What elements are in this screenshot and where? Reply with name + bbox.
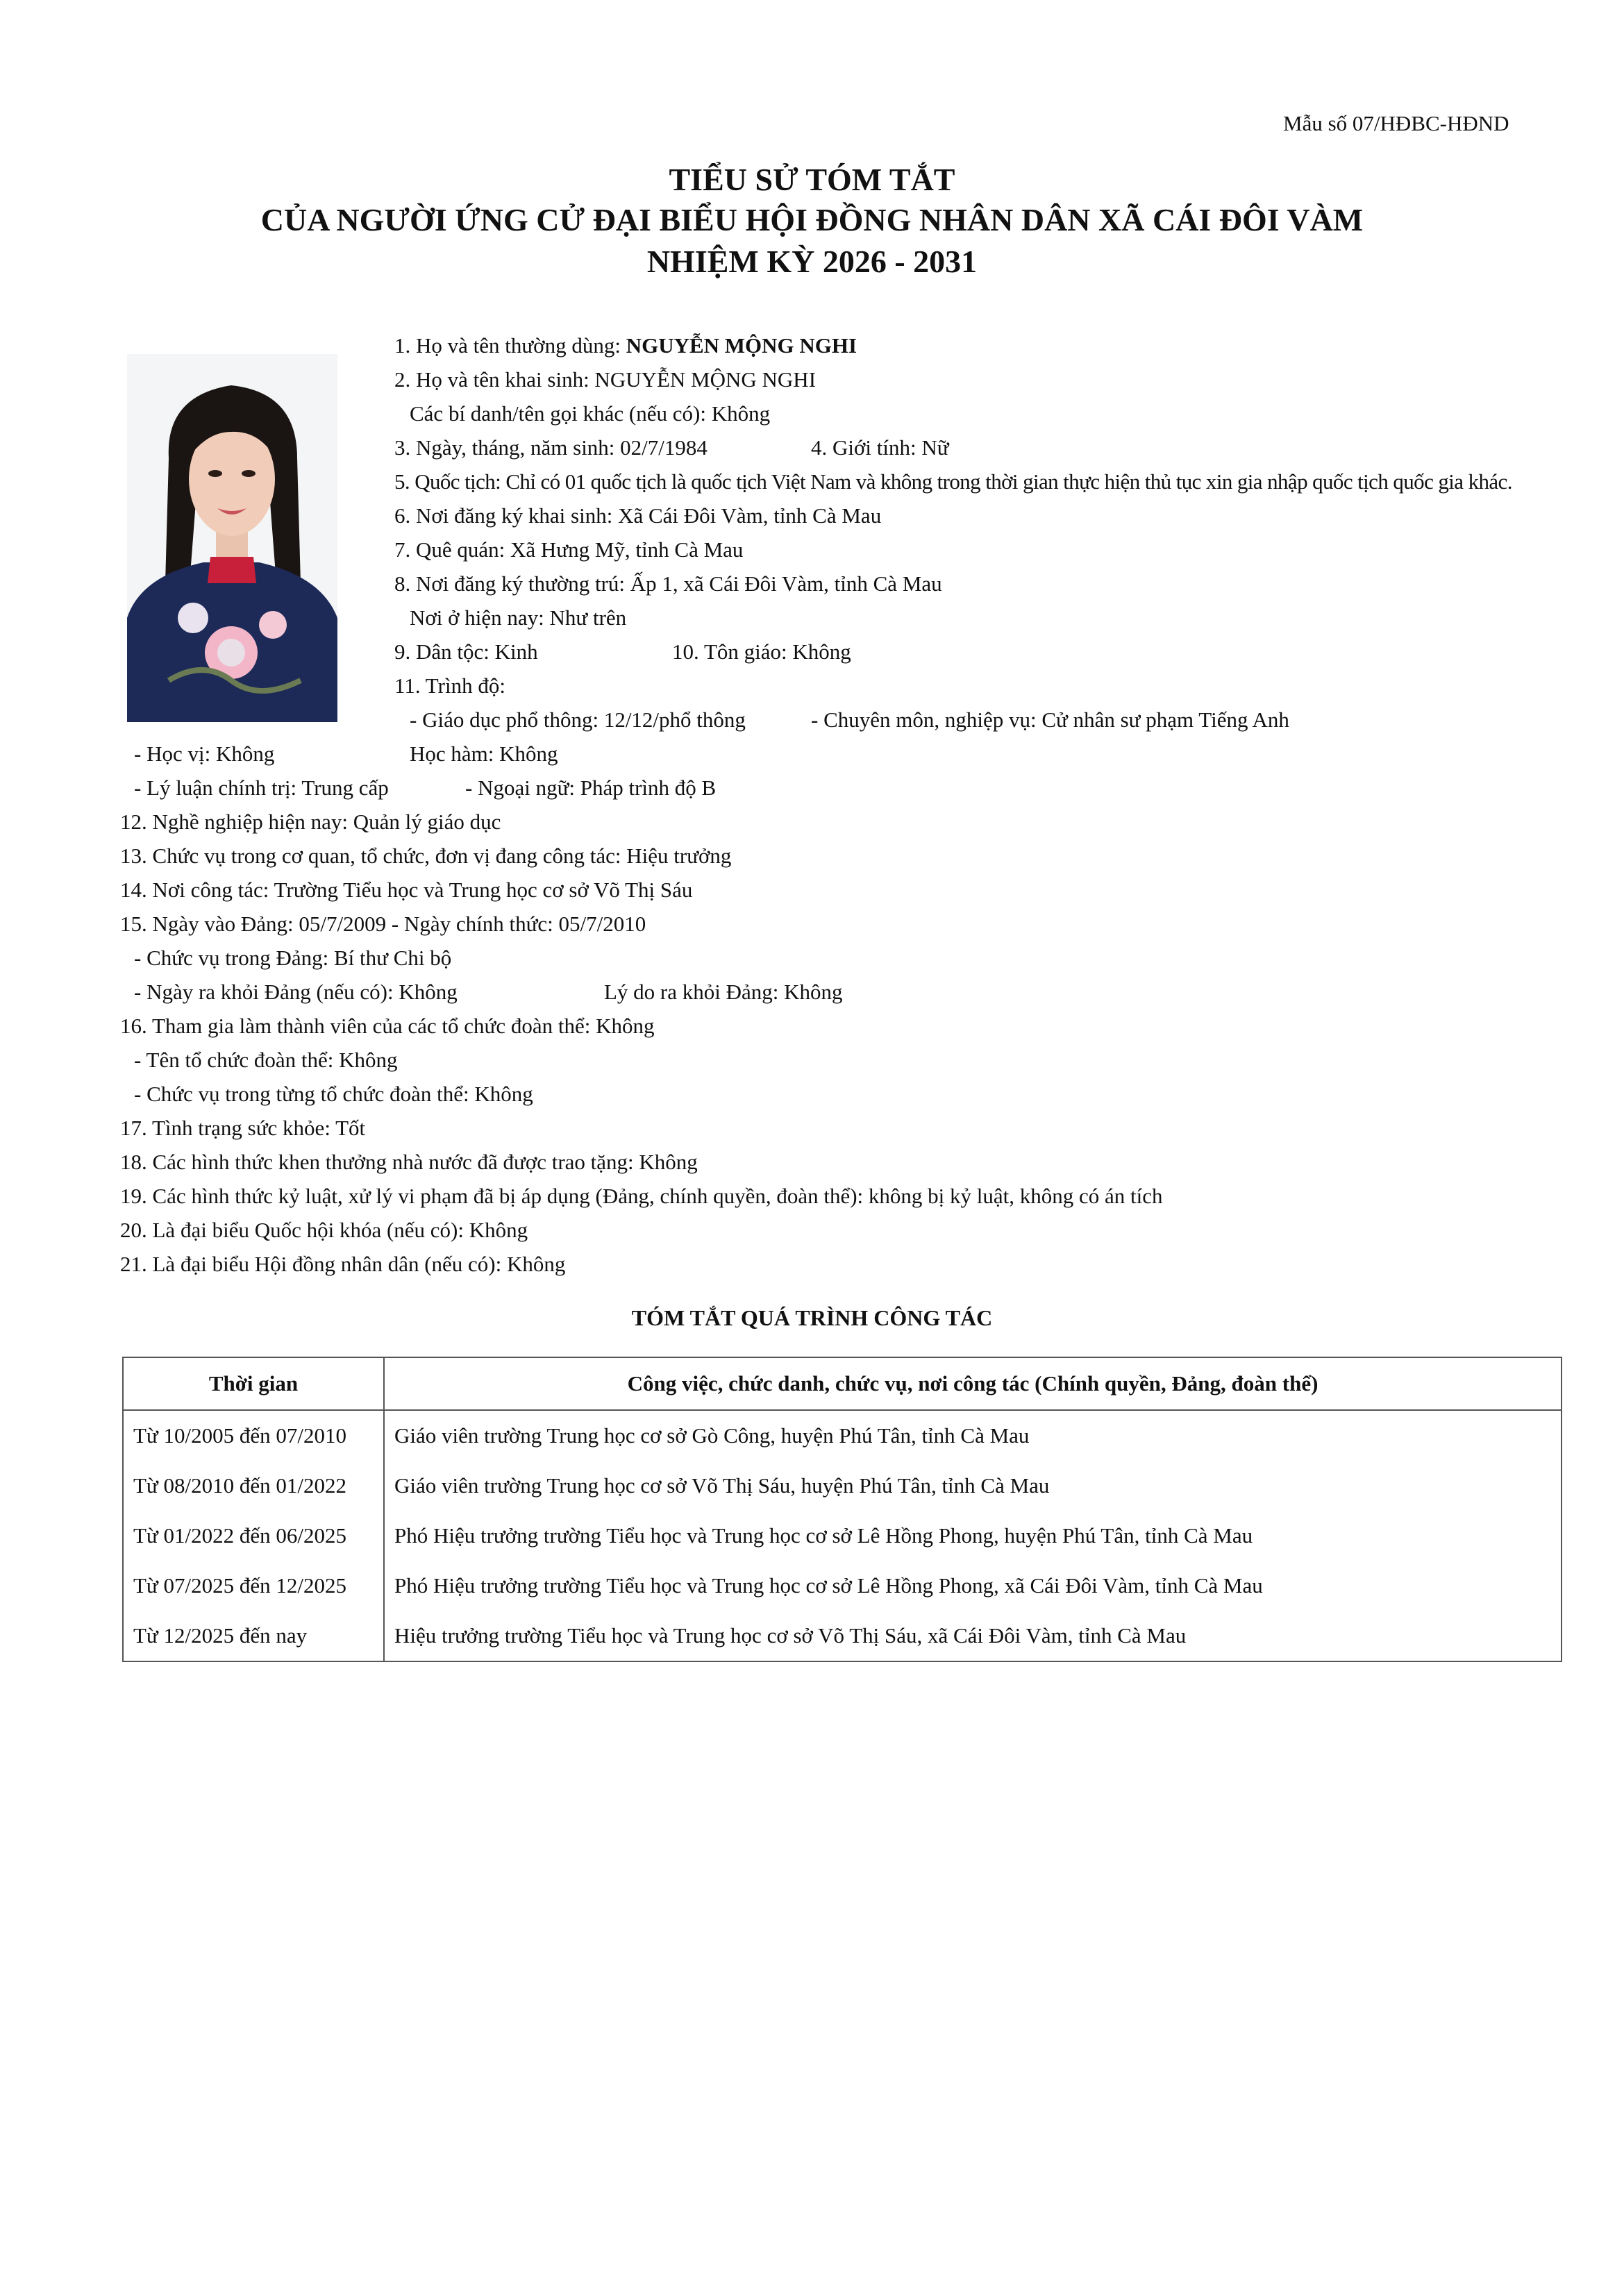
column-header-work: Công việc, chức danh, chức vụ, nơi công tác (Chính quyền, Đảng, đoàn thể) bbox=[384, 1357, 1562, 1410]
table-cell-time: Từ 01/2022 đến 06/2025 bbox=[123, 1511, 384, 1561]
portrait-photo bbox=[127, 354, 337, 722]
table-cell-work: Phó Hiệu trưởng trường Tiểu học và Trung học cơ sở Lê Hồng Phong, huyện Phú Tân, tỉnh Cà Mau bbox=[384, 1511, 1562, 1561]
table-cell-time: Từ 10/2005 đến 07/2010 bbox=[123, 1410, 384, 1461]
work-history-table bbox=[122, 1357, 1562, 1662]
field-common-name bbox=[394, 332, 857, 360]
table-cell-work: Phó Hiệu trưởng trường Tiểu học và Trung học cơ sở Lê Hồng Phong, xã Cái Đôi Vàm, tỉnh Cà Mau bbox=[384, 1561, 1562, 1611]
field-common-name-label: 1. Họ và tên thường dùng: bbox=[394, 333, 626, 358]
field-birth-date: 3. Ngày, tháng, năm sinh: 02/7/1984 bbox=[394, 435, 708, 460]
field-education-heading: 11. Trình độ: bbox=[394, 673, 505, 698]
table-row bbox=[123, 1611, 1562, 1661]
field-occupation: 12. Nghề nghiệp hiện nay: Quản lý giáo dục bbox=[120, 810, 501, 834]
field-party-join-date: 15. Ngày vào Đảng: 05/7/2009 - Ngày chính thức: 05/7/2010 bbox=[120, 912, 646, 936]
work-history-title: TÓM TẮT QUÁ TRÌNH CÔNG TÁC bbox=[631, 1305, 993, 1330]
field-academic-title: Học hàm: Không bbox=[410, 741, 558, 766]
field-aliases: Các bí danh/tên gọi khác (nếu có): Không bbox=[410, 401, 771, 426]
table-row bbox=[123, 1461, 1562, 1511]
field-hometown: 7. Quê quán: Xã Hưng Mỹ, tỉnh Cà Mau bbox=[394, 537, 744, 562]
field-ethnicity: 9. Dân tộc: Kinh bbox=[394, 639, 538, 664]
table-cell-time: Từ 12/2025 đến nay bbox=[123, 1611, 384, 1661]
field-workplace: 14. Nơi công tác: Trường Tiểu học và Trung học cơ sở Võ Thị Sáu bbox=[120, 878, 693, 902]
field-permanent-residence: 8. Nơi đăng ký thường trú: Ấp 1, xã Cái Đôi Vàm, tỉnh Cà Mau bbox=[394, 571, 942, 596]
table-row bbox=[123, 1511, 1562, 1561]
table-cell-work: Giáo viên trường Trung học cơ sở Võ Thị Sáu, huyện Phú Tân, tỉnh Cà Mau bbox=[384, 1461, 1562, 1511]
column-header-time: Thời gian bbox=[123, 1357, 384, 1410]
form-code: Mẫu số 07/HĐBC-HĐND bbox=[1283, 111, 1509, 135]
field-political-theory: - Lý luận chính trị: Trung cấp bbox=[134, 776, 389, 800]
table-row bbox=[123, 1410, 1562, 1461]
field-foreign-language: - Ngoại ngữ: Pháp trình độ B bbox=[465, 776, 717, 800]
field-degree: - Học vị: Không bbox=[134, 741, 275, 766]
field-religion: 10. Tôn giáo: Không bbox=[672, 639, 851, 664]
field-national-assembly: 20. Là đại biểu Quốc hội khóa (nếu có): Không bbox=[120, 1218, 528, 1242]
table-cell-work: Hiệu trưởng trường Tiểu học và Trung học cơ sở Võ Thị Sáu, xã Cái Đôi Vàm, tỉnh Cà Mau bbox=[384, 1611, 1562, 1661]
field-professional-qualification: - Chuyên môn, nghiệp vụ: Cử nhân sư phạm Tiếng Anh bbox=[811, 707, 1289, 732]
field-organizations: 16. Tham gia làm thành viên của các tổ chức đoàn thể: Không bbox=[120, 1014, 655, 1038]
field-party-leave-date: - Ngày ra khỏi Đảng (nếu có): Không bbox=[134, 980, 458, 1004]
document-term: NHIỆM KỲ 2026 - 2031 bbox=[646, 244, 978, 279]
table-cell-time: Từ 08/2010 đến 01/2022 bbox=[123, 1461, 384, 1511]
field-health: 17. Tình trạng sức khỏe: Tốt bbox=[120, 1116, 366, 1140]
table-cell-work: Giáo viên trường Trung học cơ sở Gò Công, huyện Phú Tân, tỉnh Cà Mau bbox=[384, 1410, 1562, 1461]
table-header-row bbox=[123, 1357, 1562, 1410]
field-organization-name: - Tên tổ chức đoàn thể: Không bbox=[134, 1048, 398, 1072]
table-cell-time: Từ 07/2025 đến 12/2025 bbox=[123, 1561, 384, 1611]
field-gender: 4. Giới tính: Nữ bbox=[811, 435, 949, 460]
field-birth-registration: 6. Nơi đăng ký khai sinh: Xã Cái Đôi Vàm, tỉnh Cà Mau bbox=[394, 503, 882, 528]
field-peoples-council: 21. Là đại biểu Hội đồng nhân dân (nếu có): Không bbox=[120, 1252, 566, 1276]
field-position: 13. Chức vụ trong cơ quan, tổ chức, đơn vị đang công tác: Hiệu trưởng bbox=[120, 844, 732, 868]
document-subtitle: CỦA NGƯỜI ỨNG CỬ ĐẠI BIỂU HỘI ĐỒNG NHÂN DÂN XÃ CÁI ĐÔI VÀM bbox=[260, 202, 1364, 237]
field-birth-name: 2. Họ và tên khai sinh: NGUYỄN MỘNG NGHI bbox=[394, 367, 817, 392]
document-title: TIỂU SỬ TÓM TẮT bbox=[669, 162, 955, 197]
field-current-residence: Nơi ở hiện nay: Như trên bbox=[410, 605, 627, 630]
field-common-name-value: NGUYỄN MỘNG NGHI bbox=[626, 333, 857, 358]
field-nationality: 5. Quốc tịch: Chỉ có 01 quốc tịch là quốc tịch Việt Nam và không trong thời gian thực hiện thủ tục xin gia nhập quốc tịch quốc gia khác. bbox=[394, 469, 1512, 494]
field-party-leave-reason: Lý do ra khỏi Đảng: Không bbox=[604, 980, 843, 1004]
field-organization-position: - Chức vụ trong từng tổ chức đoàn thể: Không bbox=[134, 1082, 533, 1106]
field-awards: 18. Các hình thức khen thưởng nhà nước đã được trao tặng: Không bbox=[120, 1150, 698, 1174]
field-general-education: - Giáo dục phổ thông: 12/12/phổ thông bbox=[410, 707, 746, 732]
table-row bbox=[123, 1561, 1562, 1611]
field-party-position: - Chức vụ trong Đảng: Bí thư Chi bộ bbox=[134, 946, 452, 970]
field-discipline: 19. Các hình thức kỷ luật, xử lý vi phạm đã bị áp dụng (Đảng, chính quyền, đoàn thể): không bị kỷ luật, không có án tích bbox=[120, 1184, 1163, 1208]
